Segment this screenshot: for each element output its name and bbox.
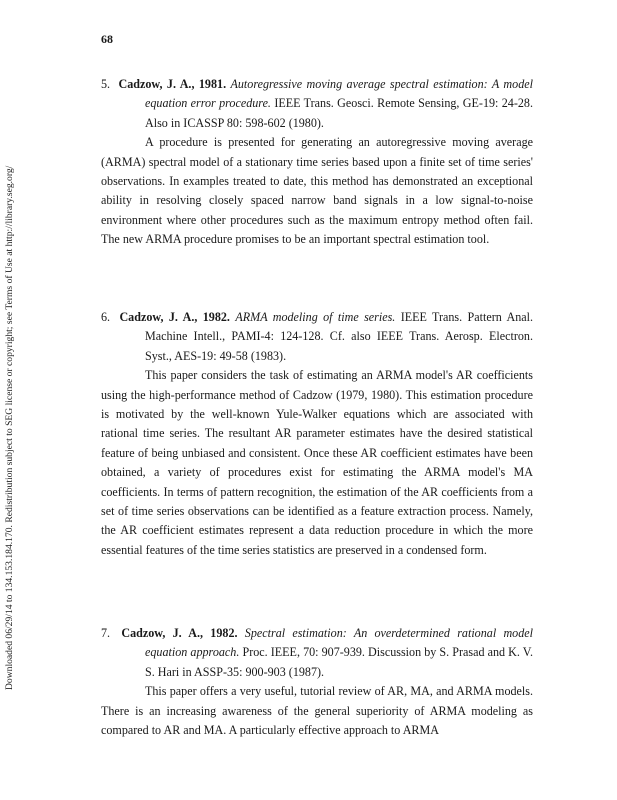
entry-number: 7. — [101, 626, 111, 640]
publication-source: IEEE Trans. Geosci. Remote Sensing, GE-19: 24-28. Also in ICASSP 80: 598-602 (1980). — [145, 96, 533, 130]
publication-source: Proc. IEEE, 70: 907-939. Discussion by S. Prasad and K. V. S. Hari in ASSP-35: 900-903 (1987). — [145, 645, 533, 679]
reference-entry — [101, 308, 533, 560]
reference-entry — [101, 624, 533, 740]
entry-number: 6. — [101, 310, 111, 324]
publication-title: Autoregressive moving average spectral estimation: A model equation error procedure. — [145, 77, 533, 111]
download-notice: Downloaded 06/29/14 to 134.153.184.170. Redistribution subject to SEG license or copyright; see Terms of Use at http://library.seg.org/ — [4, 165, 15, 690]
author: Cadzow, J. A., 1982. — [119, 310, 230, 324]
author: Cadzow, J. A., 1981. — [118, 77, 227, 91]
citation — [101, 624, 533, 682]
publication-title: ARMA modeling of time series. — [235, 310, 396, 324]
publication-source: IEEE Trans. Pattern Anal. Machine Intell., PAMI-4: 124-128. Cf. also IEEE Trans. Aerosp. Electron. Syst., AES-19: 49-58 (1983). — [145, 310, 534, 363]
reference-entry — [101, 75, 533, 250]
author: Cadzow, J. A., 1982. — [121, 626, 238, 640]
publication-title: Spectral estimation: An overdetermined rational model equation approach. — [145, 626, 533, 660]
abstract: This paper considers the task of estimating an ARMA model's AR coefficients using the high-performance method of Cadzow (1979, 1980). This estimation procedure is motivated by the well-known Yule-Walker equations which are associated with rational time series. The resultant AR parameter estimates have the desired statistical feature of being unbiased and consistent. Once these AR coefficient estimates have been obtained, a variety of procedures exist for estimating the ARMA model's MA coefficients. In terms of pattern recognition, the estimation of the AR coefficients from a set of time series observations can be identified as a feature extraction process. Namely, the AR coefficient estimates represent a data reduction procedure in which the more essential features of the time series statistics are preserved in a condensed form. — [101, 368, 533, 557]
citation — [101, 308, 533, 366]
entry-number: 5. — [101, 77, 111, 91]
abstract: This paper offers a very useful, tutorial review of AR, MA, and ARMA models. There is an increasing awareness of the general superiority of ARMA modeling as compared to AR and MA. A particularly effective approach to ARMA — [101, 684, 533, 738]
abstract: A procedure is presented for generating an autoregressive moving average (ARMA) spectral model of a stationary time series based upon a finite set of time series' observations. In examples treated to date, this method has demonstrated an exceptional ability in resolving closely spaced narrow band signals in a low signal-to-noise environment where other procedures such as the maximum entropy method often fail. The new ARMA procedure promises to be an important spectral estimation tool. — [101, 135, 533, 247]
page-number: 68 — [101, 32, 113, 46]
citation — [101, 75, 533, 133]
